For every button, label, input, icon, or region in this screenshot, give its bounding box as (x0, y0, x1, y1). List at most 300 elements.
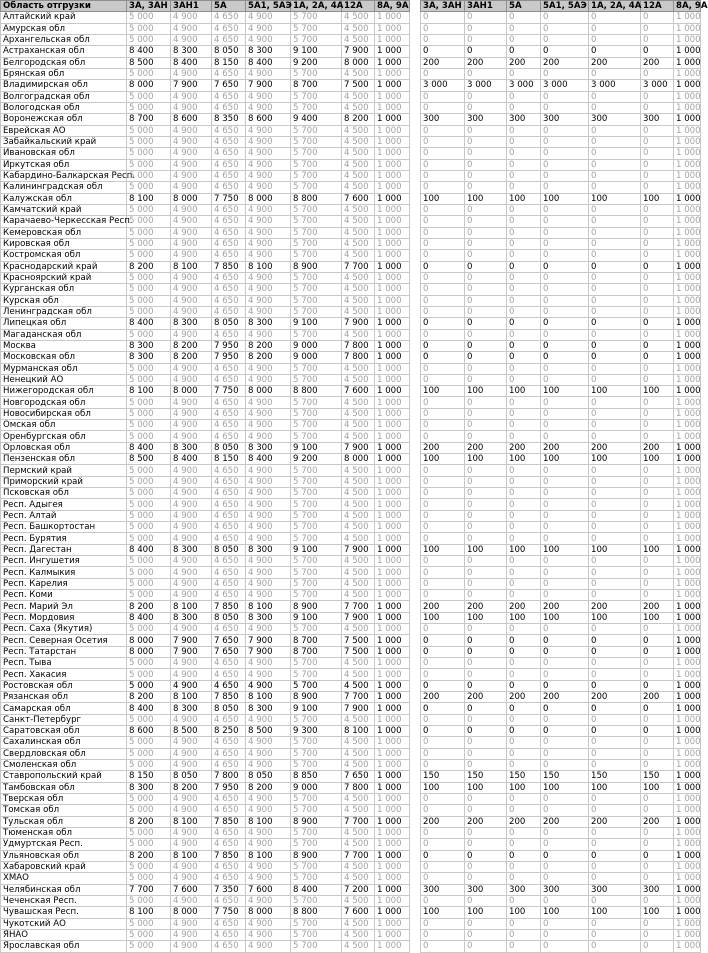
price-cell[interactable]: 5 700 (291, 34, 342, 45)
surcharge-cell[interactable]: 0 (541, 250, 589, 261)
price-cell[interactable]: 1 000 (375, 363, 410, 374)
surcharge-cell[interactable]: 1 000 (674, 431, 701, 442)
surcharge-cell[interactable]: 0 (465, 726, 507, 737)
price-cell[interactable]: 4 500 (342, 125, 375, 136)
price-cell[interactable]: 4 900 (246, 941, 291, 952)
price-cell[interactable]: 5 000 (127, 23, 171, 34)
region-cell[interactable]: Мурманская обл (1, 363, 127, 374)
surcharge-cell[interactable]: 1 000 (674, 68, 701, 79)
price-cell[interactable]: 5 700 (291, 680, 342, 691)
price-cell[interactable]: 5 700 (291, 556, 342, 567)
region-cell[interactable]: Костромская обл (1, 250, 127, 261)
surcharge-cell[interactable]: 0 (541, 227, 589, 238)
price-cell[interactable]: 1 000 (375, 748, 410, 759)
price-cell[interactable]: 4 500 (342, 250, 375, 261)
surcharge-cell[interactable]: 0 (541, 669, 589, 680)
region-cell[interactable]: Владимирская обл (1, 80, 127, 91)
surcharge-cell[interactable]: 200 (421, 601, 465, 612)
price-cell[interactable]: 1 000 (375, 125, 410, 136)
surcharge-cell[interactable]: 0 (641, 941, 674, 952)
surcharge-cell[interactable]: 0 (507, 431, 541, 442)
surcharge-cell[interactable]: 300 (421, 114, 465, 125)
surcharge-cell[interactable]: 0 (589, 374, 641, 385)
surcharge-cell[interactable]: 0 (507, 204, 541, 215)
price-cell[interactable]: 1 000 (375, 182, 410, 193)
price-cell[interactable]: 5 000 (127, 578, 171, 589)
price-cell[interactable]: 4 500 (342, 669, 375, 680)
price-cell[interactable]: 7 600 (171, 884, 212, 895)
surcharge-cell[interactable]: 0 (465, 227, 507, 238)
price-cell[interactable]: 5 700 (291, 216, 342, 227)
price-cell[interactable]: 1 000 (375, 170, 410, 181)
surcharge-cell[interactable]: 0 (465, 873, 507, 884)
price-cell[interactable]: 7 750 (212, 386, 246, 397)
surcharge-cell[interactable]: 100 (507, 544, 541, 555)
region-cell[interactable]: Краснодарский край (1, 261, 127, 272)
surcharge-cell[interactable]: 0 (641, 306, 674, 317)
surcharge-cell[interactable]: 100 (541, 454, 589, 465)
surcharge-cell[interactable]: 0 (641, 895, 674, 906)
surcharge-cell[interactable]: 1 000 (674, 692, 701, 703)
price-cell[interactable]: 5 000 (127, 431, 171, 442)
price-cell[interactable]: 4 900 (171, 159, 212, 170)
region-cell[interactable]: Тюменская обл (1, 827, 127, 838)
price-cell[interactable]: 4 900 (171, 714, 212, 725)
region-cell[interactable]: Воронежская обл (1, 114, 127, 125)
price-cell[interactable]: 7 900 (342, 318, 375, 329)
region-cell[interactable]: Красноярский край (1, 272, 127, 283)
surcharge-cell[interactable]: 100 (589, 612, 641, 623)
price-cell[interactable]: 5 000 (127, 658, 171, 669)
price-cell[interactable]: 5 700 (291, 148, 342, 159)
price-cell[interactable]: 4 650 (212, 148, 246, 159)
surcharge-cell[interactable]: 0 (541, 329, 589, 340)
surcharge-cell[interactable]: 0 (507, 159, 541, 170)
surcharge-cell[interactable]: 1 000 (674, 850, 701, 861)
surcharge-cell[interactable]: 1 000 (674, 839, 701, 850)
price-cell[interactable]: 9 000 (291, 782, 342, 793)
surcharge-cell[interactable]: 0 (507, 748, 541, 759)
surcharge-cell[interactable]: 150 (421, 771, 465, 782)
surcharge-cell[interactable]: 0 (507, 272, 541, 283)
surcharge-cell[interactable]: 0 (421, 227, 465, 238)
surcharge-cell[interactable]: 1 000 (674, 340, 701, 351)
price-cell[interactable]: 4 900 (171, 839, 212, 850)
surcharge-cell[interactable]: 0 (507, 102, 541, 113)
surcharge-cell[interactable]: 1 000 (674, 929, 701, 940)
price-cell[interactable]: 8 100 (246, 261, 291, 272)
surcharge-cell[interactable]: 0 (589, 793, 641, 804)
price-cell[interactable]: 8 400 (127, 442, 171, 453)
region-cell[interactable]: Магаданская обл (1, 329, 127, 340)
surcharge-cell[interactable]: 0 (541, 793, 589, 804)
price-cell[interactable]: 8 050 (212, 544, 246, 555)
price-cell[interactable]: 4 500 (342, 397, 375, 408)
price-cell[interactable]: 4 900 (246, 624, 291, 635)
price-cell[interactable]: 8 300 (246, 703, 291, 714)
surcharge-cell[interactable]: 0 (421, 624, 465, 635)
surcharge-cell[interactable]: 1 000 (674, 261, 701, 272)
price-cell[interactable]: 1 000 (375, 238, 410, 249)
surcharge-cell[interactable]: 0 (641, 805, 674, 816)
surcharge-cell[interactable]: 1 000 (674, 895, 701, 906)
price-cell[interactable]: 8 150 (212, 454, 246, 465)
surcharge-cell[interactable]: 0 (507, 895, 541, 906)
surcharge-cell[interactable]: 0 (641, 329, 674, 340)
price-cell[interactable]: 4 650 (212, 34, 246, 45)
price-cell[interactable]: 5 700 (291, 499, 342, 510)
surcharge-cell[interactable]: 0 (507, 397, 541, 408)
surcharge-cell[interactable]: 1 000 (674, 601, 701, 612)
surcharge-cell[interactable]: 0 (541, 488, 589, 499)
price-cell[interactable]: 8 400 (246, 57, 291, 68)
price-cell[interactable]: 4 650 (212, 567, 246, 578)
surcharge-cell[interactable]: 0 (421, 397, 465, 408)
surcharge-cell[interactable]: 0 (465, 861, 507, 872)
region-cell[interactable]: Кировская обл (1, 238, 127, 249)
surcharge-cell[interactable]: 1 000 (674, 680, 701, 691)
surcharge-cell[interactable]: 0 (541, 170, 589, 181)
surcharge-cell[interactable]: 1 000 (674, 635, 701, 646)
price-cell[interactable]: 4 650 (212, 374, 246, 385)
price-cell[interactable]: 4 900 (171, 284, 212, 295)
price-cell[interactable]: 1 000 (375, 284, 410, 295)
price-cell[interactable]: 8 500 (246, 726, 291, 737)
surcharge-cell[interactable]: 0 (541, 737, 589, 748)
price-cell[interactable]: 4 900 (171, 748, 212, 759)
surcharge-cell[interactable]: 0 (541, 895, 589, 906)
price-cell[interactable]: 5 000 (127, 895, 171, 906)
surcharge-cell[interactable]: 0 (589, 522, 641, 533)
surcharge-cell[interactable]: 0 (465, 125, 507, 136)
price-cell[interactable]: 5 000 (127, 827, 171, 838)
surcharge-cell[interactable]: 0 (507, 567, 541, 578)
price-cell[interactable]: 9 200 (291, 57, 342, 68)
surcharge-cell[interactable]: 0 (465, 476, 507, 487)
price-cell[interactable]: 8 050 (171, 771, 212, 782)
surcharge-cell[interactable]: 1 000 (674, 907, 701, 918)
surcharge-cell[interactable]: 300 (507, 884, 541, 895)
price-cell[interactable]: 4 650 (212, 714, 246, 725)
price-cell[interactable]: 1 000 (375, 861, 410, 872)
surcharge-cell[interactable]: 0 (507, 941, 541, 952)
surcharge-cell[interactable]: 3 000 (507, 80, 541, 91)
surcharge-cell[interactable]: 0 (421, 374, 465, 385)
price-cell[interactable]: 5 000 (127, 805, 171, 816)
surcharge-cell[interactable]: 0 (589, 488, 641, 499)
surcharge-cell[interactable]: 1 000 (674, 793, 701, 804)
price-cell[interactable]: 1 000 (375, 34, 410, 45)
price-cell[interactable]: 4 650 (212, 284, 246, 295)
surcharge-cell[interactable]: 100 (465, 782, 507, 793)
price-cell[interactable]: 5 000 (127, 793, 171, 804)
price-cell[interactable]: 7 850 (212, 850, 246, 861)
surcharge-cell[interactable]: 0 (465, 374, 507, 385)
price-cell[interactable]: 4 500 (342, 680, 375, 691)
price-cell[interactable]: 8 500 (127, 57, 171, 68)
region-cell[interactable]: Нижегородская обл (1, 386, 127, 397)
price-cell[interactable]: 8 100 (127, 193, 171, 204)
price-cell[interactable]: 8 000 (127, 80, 171, 91)
price-cell[interactable]: 5 700 (291, 861, 342, 872)
price-cell[interactable]: 8 350 (212, 114, 246, 125)
price-cell[interactable]: 4 500 (342, 895, 375, 906)
surcharge-cell[interactable]: 0 (507, 261, 541, 272)
surcharge-cell[interactable]: 200 (541, 601, 589, 612)
price-cell[interactable]: 5 000 (127, 272, 171, 283)
surcharge-cell[interactable]: 200 (421, 816, 465, 827)
price-cell[interactable]: 4 500 (342, 533, 375, 544)
price-cell[interactable]: 4 900 (171, 148, 212, 159)
surcharge-cell[interactable]: 1 000 (674, 250, 701, 261)
price-cell[interactable]: 1 000 (375, 805, 410, 816)
surcharge-cell[interactable]: 0 (465, 204, 507, 215)
price-cell[interactable]: 5 000 (127, 12, 171, 23)
price-cell[interactable]: 5 700 (291, 941, 342, 952)
surcharge-cell[interactable]: 1 000 (674, 805, 701, 816)
surcharge-cell[interactable]: 1 000 (674, 46, 701, 57)
surcharge-cell[interactable]: 0 (641, 46, 674, 57)
price-cell[interactable]: 7 900 (342, 544, 375, 555)
surcharge-cell[interactable]: 100 (465, 544, 507, 555)
surcharge-cell[interactable]: 0 (465, 465, 507, 476)
surcharge-cell[interactable]: 200 (541, 57, 589, 68)
price-cell[interactable]: 4 900 (246, 839, 291, 850)
surcharge-cell[interactable]: 0 (507, 635, 541, 646)
price-cell[interactable]: 7 850 (212, 692, 246, 703)
price-cell[interactable]: 8 400 (291, 884, 342, 895)
surcharge-cell[interactable]: 100 (465, 907, 507, 918)
price-cell[interactable]: 9 000 (291, 352, 342, 363)
surcharge-cell[interactable]: 0 (589, 748, 641, 759)
surcharge-cell[interactable]: 0 (507, 250, 541, 261)
surcharge-cell[interactable]: 100 (507, 782, 541, 793)
price-cell[interactable]: 8 100 (127, 907, 171, 918)
price-cell[interactable]: 4 500 (342, 839, 375, 850)
price-cell[interactable]: 4 900 (171, 431, 212, 442)
price-cell[interactable]: 5 700 (291, 793, 342, 804)
surcharge-cell[interactable]: 0 (641, 12, 674, 23)
price-cell[interactable]: 8 100 (342, 726, 375, 737)
surcharge-cell[interactable]: 1 000 (674, 284, 701, 295)
surcharge-cell[interactable]: 0 (641, 873, 674, 884)
price-cell[interactable]: 5 700 (291, 204, 342, 215)
price-cell[interactable]: 5 700 (291, 295, 342, 306)
price-cell[interactable]: 5 000 (127, 363, 171, 374)
surcharge-cell[interactable]: 0 (541, 510, 589, 521)
surcharge-cell[interactable]: 0 (541, 748, 589, 759)
surcharge-cell[interactable]: 0 (541, 397, 589, 408)
price-cell[interactable]: 4 500 (342, 737, 375, 748)
price-cell[interactable]: 4 650 (212, 578, 246, 589)
surcharge-cell[interactable]: 0 (589, 68, 641, 79)
surcharge-cell[interactable]: 0 (507, 216, 541, 227)
surcharge-cell[interactable]: 0 (641, 148, 674, 159)
surcharge-cell[interactable]: 0 (465, 295, 507, 306)
price-cell[interactable]: 4 650 (212, 556, 246, 567)
price-cell[interactable]: 9 000 (291, 340, 342, 351)
surcharge-cell[interactable]: 0 (589, 397, 641, 408)
price-cell[interactable]: 4 500 (342, 578, 375, 589)
price-cell[interactable]: 4 900 (246, 374, 291, 385)
region-cell[interactable]: Астраханская обл (1, 46, 127, 57)
price-cell[interactable]: 1 000 (375, 114, 410, 125)
price-cell[interactable]: 5 000 (127, 68, 171, 79)
surcharge-cell[interactable]: 0 (507, 929, 541, 940)
surcharge-cell[interactable]: 0 (541, 12, 589, 23)
surcharge-cell[interactable]: 100 (541, 193, 589, 204)
surcharge-cell[interactable]: 0 (541, 499, 589, 510)
surcharge-cell[interactable]: 200 (589, 57, 641, 68)
region-cell[interactable]: Курганская обл (1, 284, 127, 295)
surcharge-cell[interactable]: 0 (641, 669, 674, 680)
surcharge-cell[interactable]: 0 (421, 646, 465, 657)
surcharge-cell[interactable]: 0 (589, 238, 641, 249)
surcharge-cell[interactable]: 0 (589, 363, 641, 374)
price-cell[interactable]: 5 700 (291, 873, 342, 884)
surcharge-cell[interactable]: 0 (465, 567, 507, 578)
surcharge-cell[interactable]: 0 (421, 850, 465, 861)
surcharge-cell[interactable]: 0 (541, 726, 589, 737)
price-cell[interactable]: 1 000 (375, 827, 410, 838)
region-cell[interactable]: Санкт-Петербург (1, 714, 127, 725)
surcharge-cell[interactable]: 0 (507, 646, 541, 657)
price-cell[interactable]: 4 900 (171, 182, 212, 193)
surcharge-cell[interactable]: 0 (541, 839, 589, 850)
price-cell[interactable]: 4 900 (246, 488, 291, 499)
surcharge-cell[interactable]: 0 (421, 238, 465, 249)
price-cell[interactable]: 1 000 (375, 91, 410, 102)
surcharge-cell[interactable]: 0 (465, 352, 507, 363)
surcharge-cell[interactable]: 100 (541, 386, 589, 397)
price-cell[interactable]: 4 900 (246, 397, 291, 408)
surcharge-cell[interactable]: 0 (541, 34, 589, 45)
price-cell[interactable]: 1 000 (375, 510, 410, 521)
price-cell[interactable]: 7 950 (212, 352, 246, 363)
region-cell[interactable]: Респ. Саха (Якутия) (1, 624, 127, 635)
surcharge-cell[interactable]: 0 (421, 918, 465, 929)
region-cell[interactable]: Волгоградская обл (1, 91, 127, 102)
price-cell[interactable]: 5 000 (127, 136, 171, 147)
price-cell[interactable]: 4 900 (171, 918, 212, 929)
surcharge-cell[interactable]: 0 (641, 646, 674, 657)
price-cell[interactable]: 4 900 (246, 748, 291, 759)
surcharge-cell[interactable]: 0 (641, 363, 674, 374)
surcharge-cell[interactable]: 0 (421, 714, 465, 725)
price-cell[interactable]: 8 000 (246, 907, 291, 918)
surcharge-cell[interactable]: 0 (641, 159, 674, 170)
price-cell[interactable]: 4 900 (171, 125, 212, 136)
price-cell[interactable]: 5 700 (291, 737, 342, 748)
surcharge-cell[interactable]: 0 (507, 578, 541, 589)
price-cell[interactable]: 4 500 (342, 23, 375, 34)
price-cell[interactable]: 1 000 (375, 46, 410, 57)
region-cell[interactable]: Оренбургская обл (1, 431, 127, 442)
surcharge-cell[interactable]: 0 (641, 272, 674, 283)
price-cell[interactable]: 5 700 (291, 488, 342, 499)
price-cell[interactable]: 1 000 (375, 227, 410, 238)
surcharge-cell[interactable]: 0 (589, 148, 641, 159)
surcharge-cell[interactable]: 0 (641, 318, 674, 329)
surcharge-cell[interactable]: 1 000 (674, 499, 701, 510)
price-cell[interactable]: 4 900 (246, 431, 291, 442)
price-cell[interactable]: 4 900 (171, 488, 212, 499)
price-cell[interactable]: 1 000 (375, 488, 410, 499)
price-cell[interactable]: 7 750 (212, 193, 246, 204)
surcharge-cell[interactable]: 3 000 (421, 80, 465, 91)
surcharge-cell[interactable]: 0 (641, 238, 674, 249)
price-cell[interactable]: 4 900 (246, 227, 291, 238)
surcharge-cell[interactable]: 0 (641, 204, 674, 215)
price-cell[interactable]: 4 900 (246, 68, 291, 79)
surcharge-cell[interactable]: 0 (589, 465, 641, 476)
surcharge-cell[interactable]: 1 000 (674, 12, 701, 23)
surcharge-cell[interactable]: 0 (421, 726, 465, 737)
surcharge-cell[interactable]: 0 (465, 431, 507, 442)
surcharge-cell[interactable]: 1 000 (674, 34, 701, 45)
price-cell[interactable]: 5 000 (127, 522, 171, 533)
surcharge-cell[interactable]: 0 (421, 827, 465, 838)
surcharge-cell[interactable]: 0 (465, 793, 507, 804)
surcharge-cell[interactable]: 0 (421, 125, 465, 136)
surcharge-cell[interactable]: 0 (421, 148, 465, 159)
surcharge-cell[interactable]: 0 (421, 759, 465, 770)
surcharge-cell[interactable]: 0 (641, 929, 674, 940)
price-cell[interactable]: 5 700 (291, 91, 342, 102)
price-cell[interactable]: 4 500 (342, 329, 375, 340)
price-cell[interactable]: 4 900 (171, 861, 212, 872)
price-cell[interactable]: 8 300 (171, 544, 212, 555)
surcharge-cell[interactable]: 0 (421, 91, 465, 102)
surcharge-cell[interactable]: 0 (641, 567, 674, 578)
price-cell[interactable]: 7 900 (342, 703, 375, 714)
surcharge-cell[interactable]: 0 (641, 216, 674, 227)
surcharge-cell[interactable]: 0 (641, 284, 674, 295)
price-cell[interactable]: 4 900 (246, 895, 291, 906)
price-cell[interactable]: 4 650 (212, 329, 246, 340)
header-col-3an1[interactable]: 3АН1 (465, 1, 507, 12)
surcharge-cell[interactable]: 0 (507, 839, 541, 850)
price-cell[interactable]: 7 900 (246, 80, 291, 91)
surcharge-cell[interactable]: 100 (589, 193, 641, 204)
surcharge-cell[interactable]: 150 (641, 771, 674, 782)
surcharge-cell[interactable]: 0 (641, 408, 674, 419)
surcharge-cell[interactable]: 0 (465, 329, 507, 340)
price-cell[interactable]: 8 100 (171, 261, 212, 272)
price-cell[interactable]: 1 000 (375, 850, 410, 861)
price-cell[interactable]: 1 000 (375, 941, 410, 952)
surcharge-cell[interactable]: 300 (589, 114, 641, 125)
price-cell[interactable]: 7 700 (127, 884, 171, 895)
surcharge-cell[interactable]: 0 (421, 805, 465, 816)
region-cell[interactable]: Приморский край (1, 476, 127, 487)
price-cell[interactable]: 4 900 (246, 420, 291, 431)
price-cell[interactable]: 5 000 (127, 510, 171, 521)
surcharge-cell[interactable]: 1 000 (674, 918, 701, 929)
surcharge-cell[interactable]: 300 (421, 884, 465, 895)
surcharge-cell[interactable]: 0 (421, 318, 465, 329)
price-cell[interactable]: 5 000 (127, 737, 171, 748)
surcharge-cell[interactable]: 1 000 (674, 941, 701, 952)
surcharge-cell[interactable]: 0 (465, 91, 507, 102)
region-cell[interactable]: Рязанская обл (1, 692, 127, 703)
surcharge-cell[interactable]: 100 (541, 612, 589, 623)
price-cell[interactable]: 5 000 (127, 669, 171, 680)
surcharge-cell[interactable]: 1 000 (674, 646, 701, 657)
price-cell[interactable]: 1 000 (375, 726, 410, 737)
surcharge-cell[interactable]: 0 (507, 850, 541, 861)
price-cell[interactable]: 4 900 (246, 295, 291, 306)
